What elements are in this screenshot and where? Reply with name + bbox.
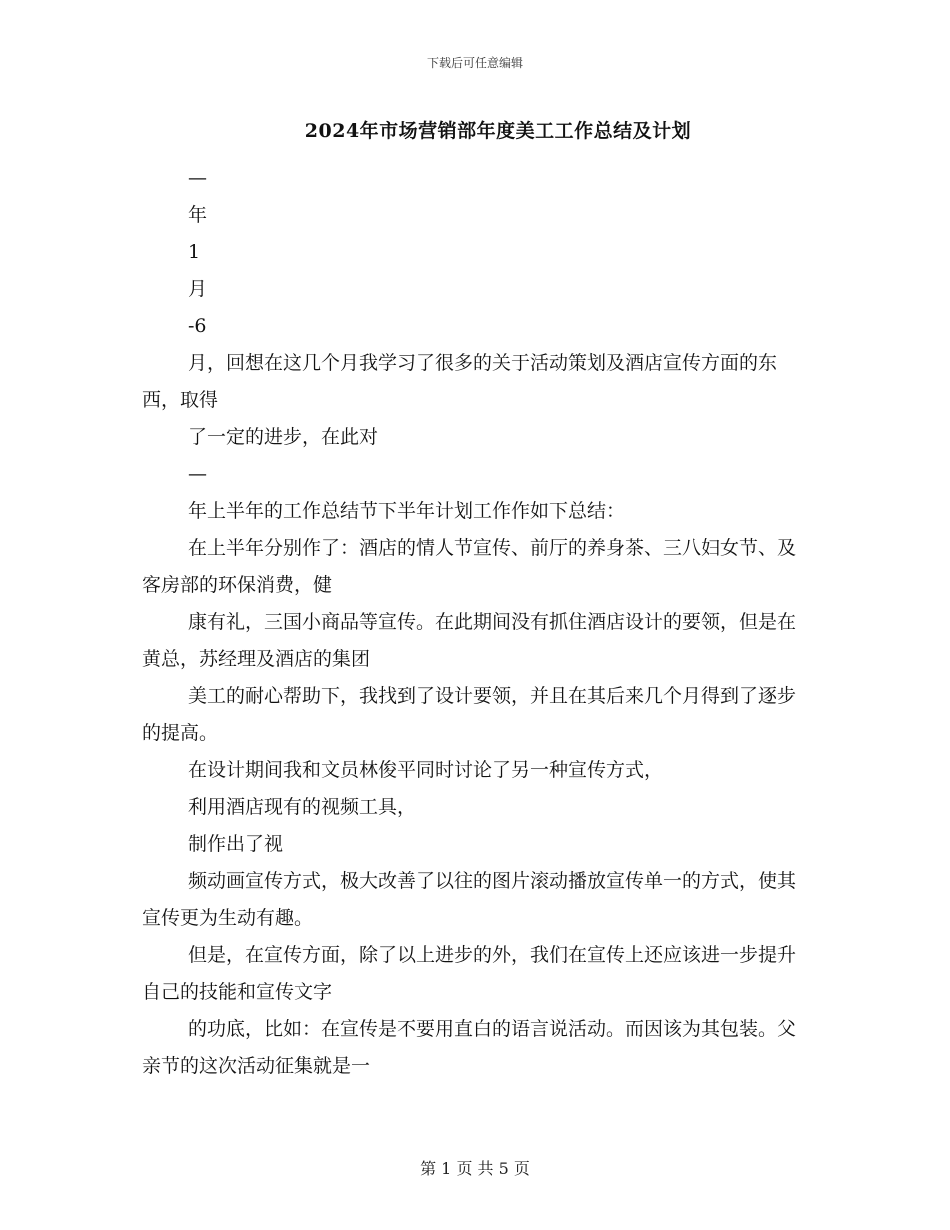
body-paragraph: 的功底，比如：在宣传是不要用直白的语言说活动。而因该为其包装。父亲节的这次活动征集就是一 [142, 1018, 797, 1077]
body-paragraph: 在上半年分别作了：酒店的情人节宣传、前厅的养身茶、三八妇女节、及客房部的环保消费，健 [142, 537, 797, 596]
body-line: — [188, 463, 207, 485]
document-body [142, 160, 812, 1085]
body-line: 年上半年的工作总结节下半年计划工作作如下总结： [188, 500, 626, 522]
body-line: -6 [188, 315, 207, 337]
body-line: 1 [188, 241, 201, 263]
document-title: 2024年市场营销部年度美工工作总结及计划 [304, 120, 692, 142]
body-paragraph: 美工的耐心帮助下，我找到了设计要领，并且在其后来几个月得到了逐步的提高。 [142, 685, 797, 744]
body-line: 制作出了视 [188, 833, 284, 855]
body-line: 在设计期间我和文员林俊平同时讨论了另一种宣传方式， [188, 759, 664, 781]
body-line: 年 [188, 204, 208, 226]
body-line: 了一定的进步，在此对 [188, 426, 379, 448]
body-line: — [188, 167, 207, 189]
body-paragraph: 频动画宣传方式，极大改善了以往的图片滚动播放宣传单一的方式，使其宣传更为生动有趣。 [142, 870, 797, 929]
body-paragraph: 康有礼，三国小商品等宣传。在此期间没有抓住酒店设计的要领，但是在黄总，苏经理及酒店的集团 [142, 611, 797, 670]
page-number-footer: 第 1 页 共 5 页 [420, 1159, 530, 1178]
body-paragraph: 月，回想在这几个月我学习了很多的关于活动策划及酒店宣传方面的东西，取得 [142, 352, 778, 411]
header-note: 下载后可任意编辑 [426, 56, 523, 70]
body-line: 月 [188, 278, 208, 300]
body-line: 利用酒店现有的视频工具， [188, 796, 417, 818]
body-paragraph: 但是，在宣传方面，除了以上进步的外，我们在宣传上还应该进一步提升自己的技能和宣传文字 [142, 944, 797, 1003]
